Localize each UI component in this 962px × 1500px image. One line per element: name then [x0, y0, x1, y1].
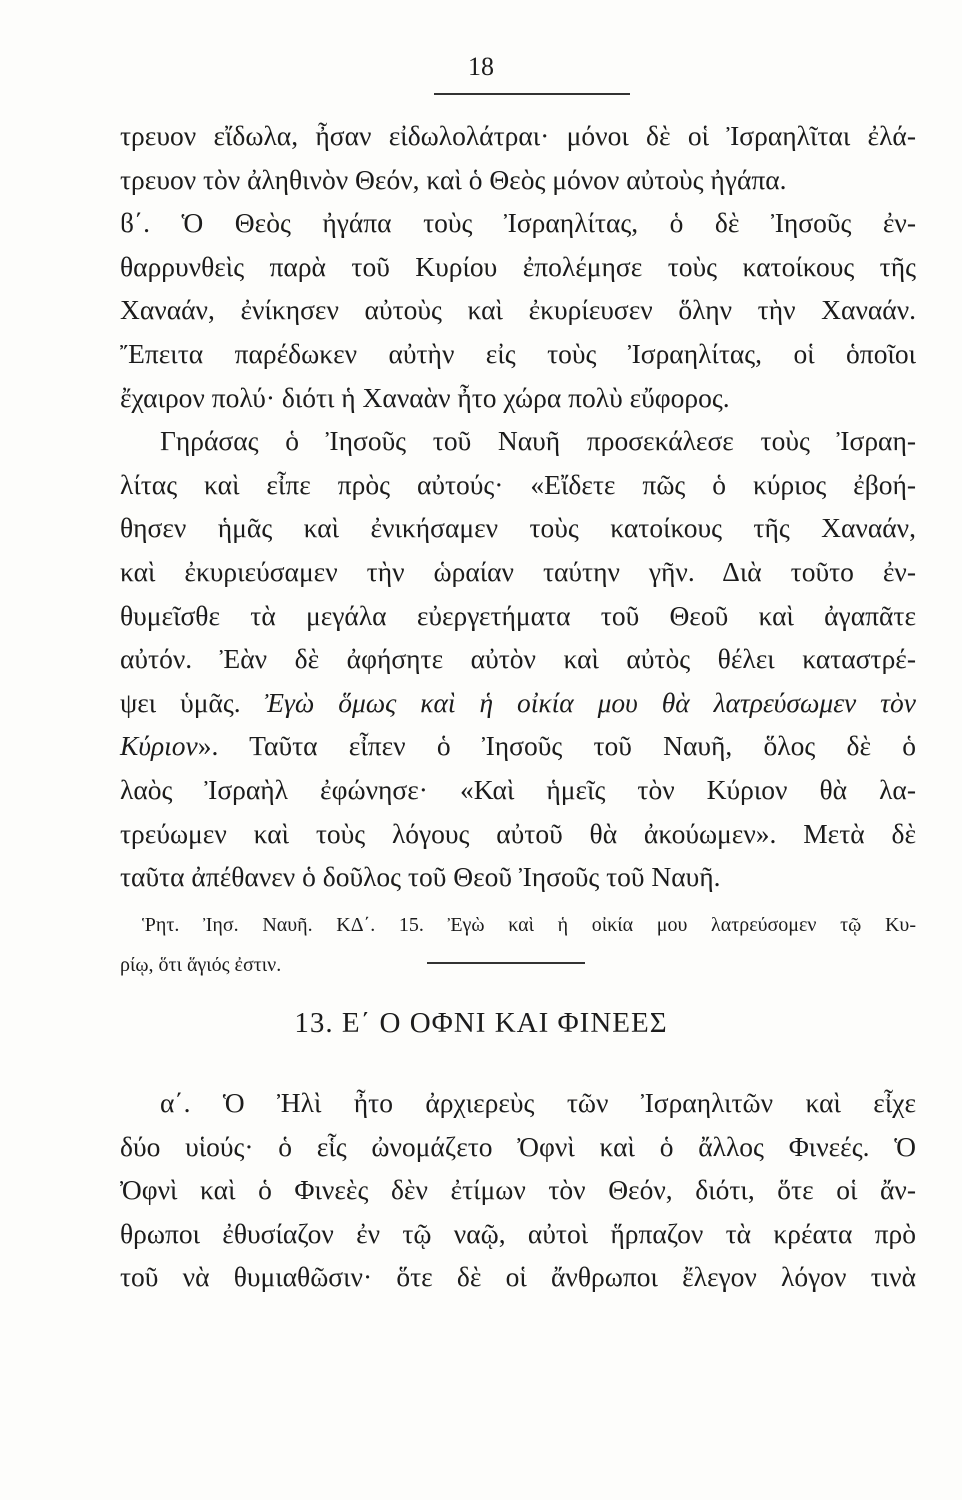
- text-line: λίτας καὶ εἶπε πρὸς αὐτούς· «Εἴδετε πῶς ὁ κύριος ἐβοή-: [120, 468, 916, 500]
- text-line: θαρρυνθεὶς παρὰ τοῦ Κυρίου ἐπολέμησε τοὺς κατοίκους τῆς: [120, 250, 916, 282]
- text-line: θησεν ἡμᾶς καὶ ἐνικήσαμεν τοὺς κατοίκους τῆς Χαναάν,: [120, 512, 916, 544]
- section-divider: [427, 962, 585, 964]
- text-line: αὐτόν. Ἐὰν δὲ ἀφήσητε αὐτὸν καὶ αὐτὸς θέλει καταστρέ-: [120, 643, 916, 675]
- text-line: α΄. Ὁ Ἠλὶ ἦτο ἀρχιερεὺς τῶν Ἰσραηλιτῶν καὶ εἶχε: [160, 1087, 916, 1118]
- text-line: ϐ΄. Ὁ Θεὸς ἠγάπα τοὺς Ἰσραηλίτας, ὁ δὲ Ἰησοῦς ἐν-: [120, 207, 916, 239]
- text-line: θρωποι ἐθυσίαζον ἐν τῷ ναῷ, αὐτοὶ ἥρπαζον τὰ κρέατα πρὸ: [120, 1217, 916, 1249]
- text-line: [120, 724, 916, 768]
- text-line: τοῦ νὰ θυμιαθῶσιν· ὅτε δὲ οἱ ἄνθρωποι ἔλεγον λόγον τινὰ: [120, 1261, 916, 1293]
- footnote-line: Ῥητ. Ἰησ. Ναυῆ. ΚΔ΄. 15. Ἐγὼ καὶ ἡ οἰκία μου λατρεύσομεν τῷ Κυ-: [142, 913, 916, 936]
- body-text: [120, 114, 916, 985]
- text-line: Γηράσας ὁ Ἰησοῦς τοῦ Ναυῆ προσεκάλεσε τοὺς Ἰσραη-: [160, 425, 916, 457]
- text-line: καὶ ἐκυριεύσαμεν τὴν ὡραίαν ταύτην γῆν. Διὰ τοῦτο ἐν-: [120, 555, 916, 587]
- text-line: ἔχαιρον πολύ· διότι ἡ Χαναὰν ἦτο χώρα πολὺ εὔφορος.: [120, 381, 730, 413]
- text-line: θυμεῖσθε τὰ μεγάλα εὐεργετήματα τοῦ Θεοῦ καὶ ἀγαπᾶτε: [120, 599, 916, 631]
- text-run: ψει ὑμᾶς.: [120, 686, 265, 718]
- header-rule: [434, 93, 630, 95]
- text-line: Χαναάν, ἐνίκησεν αὐτοὺς καὶ ἐκυρίευσεν ὅλην τὴν Χαναάν.: [120, 294, 916, 326]
- text-line: ταῦτα ἀπέθανεν ὁ δοῦλος τοῦ Θεοῦ Ἰησοῦς τοῦ Ναυῆ.: [120, 861, 721, 893]
- text-line: λαὸς Ἰσραὴλ ἐφώνησε· «Καὶ ἡμεῖς τὸν Κύριον θὰ λα-: [120, 773, 916, 805]
- text-line: δύο υἱούς· ὁ εἷς ὠνομάζετο Ὀφνὶ καὶ ὁ ἄλλος Φινεές. Ὁ: [120, 1130, 916, 1162]
- text-line: Ἔπειτα παρέδωκεν αὐτὴν εἰς τοὺς Ἰσραηλίτας, οἱ ὁποῖοι: [120, 337, 916, 369]
- page-number: 18: [468, 52, 494, 81]
- footnote-line: ρίῳ, ὅτι ἅγιός ἐστιν.: [120, 953, 282, 976]
- section-body: [120, 1081, 916, 1299]
- text-line: τρευον τὸν ἀληθινὸν Θεόν, καὶ ὁ Θεὸς μόνον αὐτοὺς ἠγάπα.: [120, 163, 787, 195]
- italic-quote: Ἐγὼ ὅμως καὶ ἡ οἰκία μου θὰ λατρεύσωμεν τὸν: [264, 686, 916, 718]
- text-line: τρεύωμεν καὶ τοὺς λόγους αὐτοῦ θὰ ἀκούωμεν». Μετὰ δὲ: [120, 817, 916, 849]
- italic-quote: Κύριον: [120, 730, 198, 762]
- text-line: [120, 681, 916, 725]
- text-line: Ὀφνὶ καὶ ὁ Φινεὲς δὲν ἐτίμων τὸν Θεόν, διότι, ὅτε οἱ ἄν-: [120, 1174, 916, 1206]
- text-run: ». Ταῦτα εἶπεν ὁ Ἰησοῦς τοῦ Ναυῆ, ὅλος δὲ ὁ: [197, 730, 916, 762]
- section-heading: 13. Ε΄ Ο ΟΦΝΙ ΚΑΙ ΦΙΝΕΕΣ: [294, 1007, 668, 1039]
- text-line: τρευον εἴδωλα, ἦσαν εἰδωλολάτραι· μόνοι δὲ οἱ Ἰσραηλῖται ἐλά-: [120, 120, 916, 151]
